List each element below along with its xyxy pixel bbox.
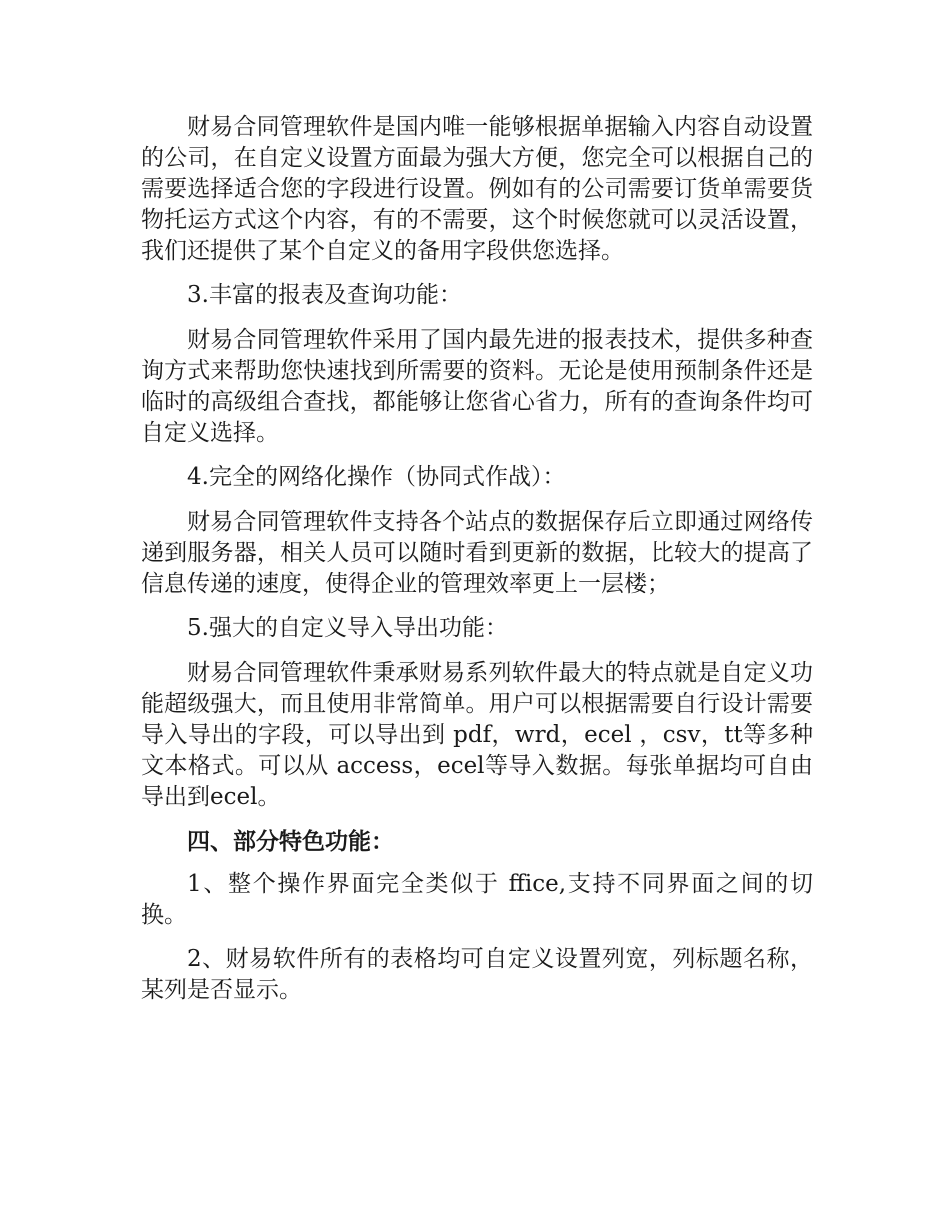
section-3-paragraph: 财易合同管理软件采用了国内最先进的报表技术，提供多种查询方式来帮助您快速找到所需要的资料。无论是使用预制条件还是临时的高级组合查找，都能够让您省心省力，所有的查询条件均可自定义选择。 bbox=[141, 327, 813, 446]
section-4-title: 4.完全的网络化操作（协同式作战）： bbox=[187, 464, 566, 490]
section-4-paragraph: 财易合同管理软件支持各个站点的数据保存后立即通过网络传递到服务器，相关人员可以随时看到更新的数据，比较大的提高了信息传递的速度，使得企业的管理效率更上一层楼； bbox=[141, 509, 813, 597]
features-heading: 四、部分特色功能： bbox=[187, 828, 394, 855]
intro-paragraph: 财易合同管理软件是国内唯一能够根据单据输入内容自动设置的公司，在自定义设置方面最为强大方便，您完全可以根据自己的需要选择适合您的字段进行设置。例如有的公司需要订货单需要货物托运方式这个内容，有的不需要，这个时候您就可以灵活设置，我们还提供了某个自定义的备用字段供您选择。 bbox=[141, 114, 813, 264]
feature-item: 1、整个操作界面完全类似于 ffice,支持不同界面之间的切换。 bbox=[141, 871, 813, 928]
feature-item: 2、财易软件所有的表格均可自定义设置列宽，列标题名称，某列是否显示。 bbox=[141, 946, 813, 1003]
section-5-title: 5.强大的自定义导入导出功能： bbox=[187, 615, 508, 641]
document-page bbox=[141, 112, 813, 1019]
section-3-title: 3.丰富的报表及查询功能： bbox=[187, 282, 462, 308]
section-5-paragraph: 财易合同管理软件秉承财易系列软件最大的特点就是自定义功能超级强大，而且使用非常简单。用户可以根据需要自行设计需要导入导出的字段，可以导出到 pdf，wrd，ecel ，csv，tt等多种文本格式。可以从 access，ecel等导入数据。每张单据均可自由导出到ecel。 bbox=[141, 660, 813, 810]
